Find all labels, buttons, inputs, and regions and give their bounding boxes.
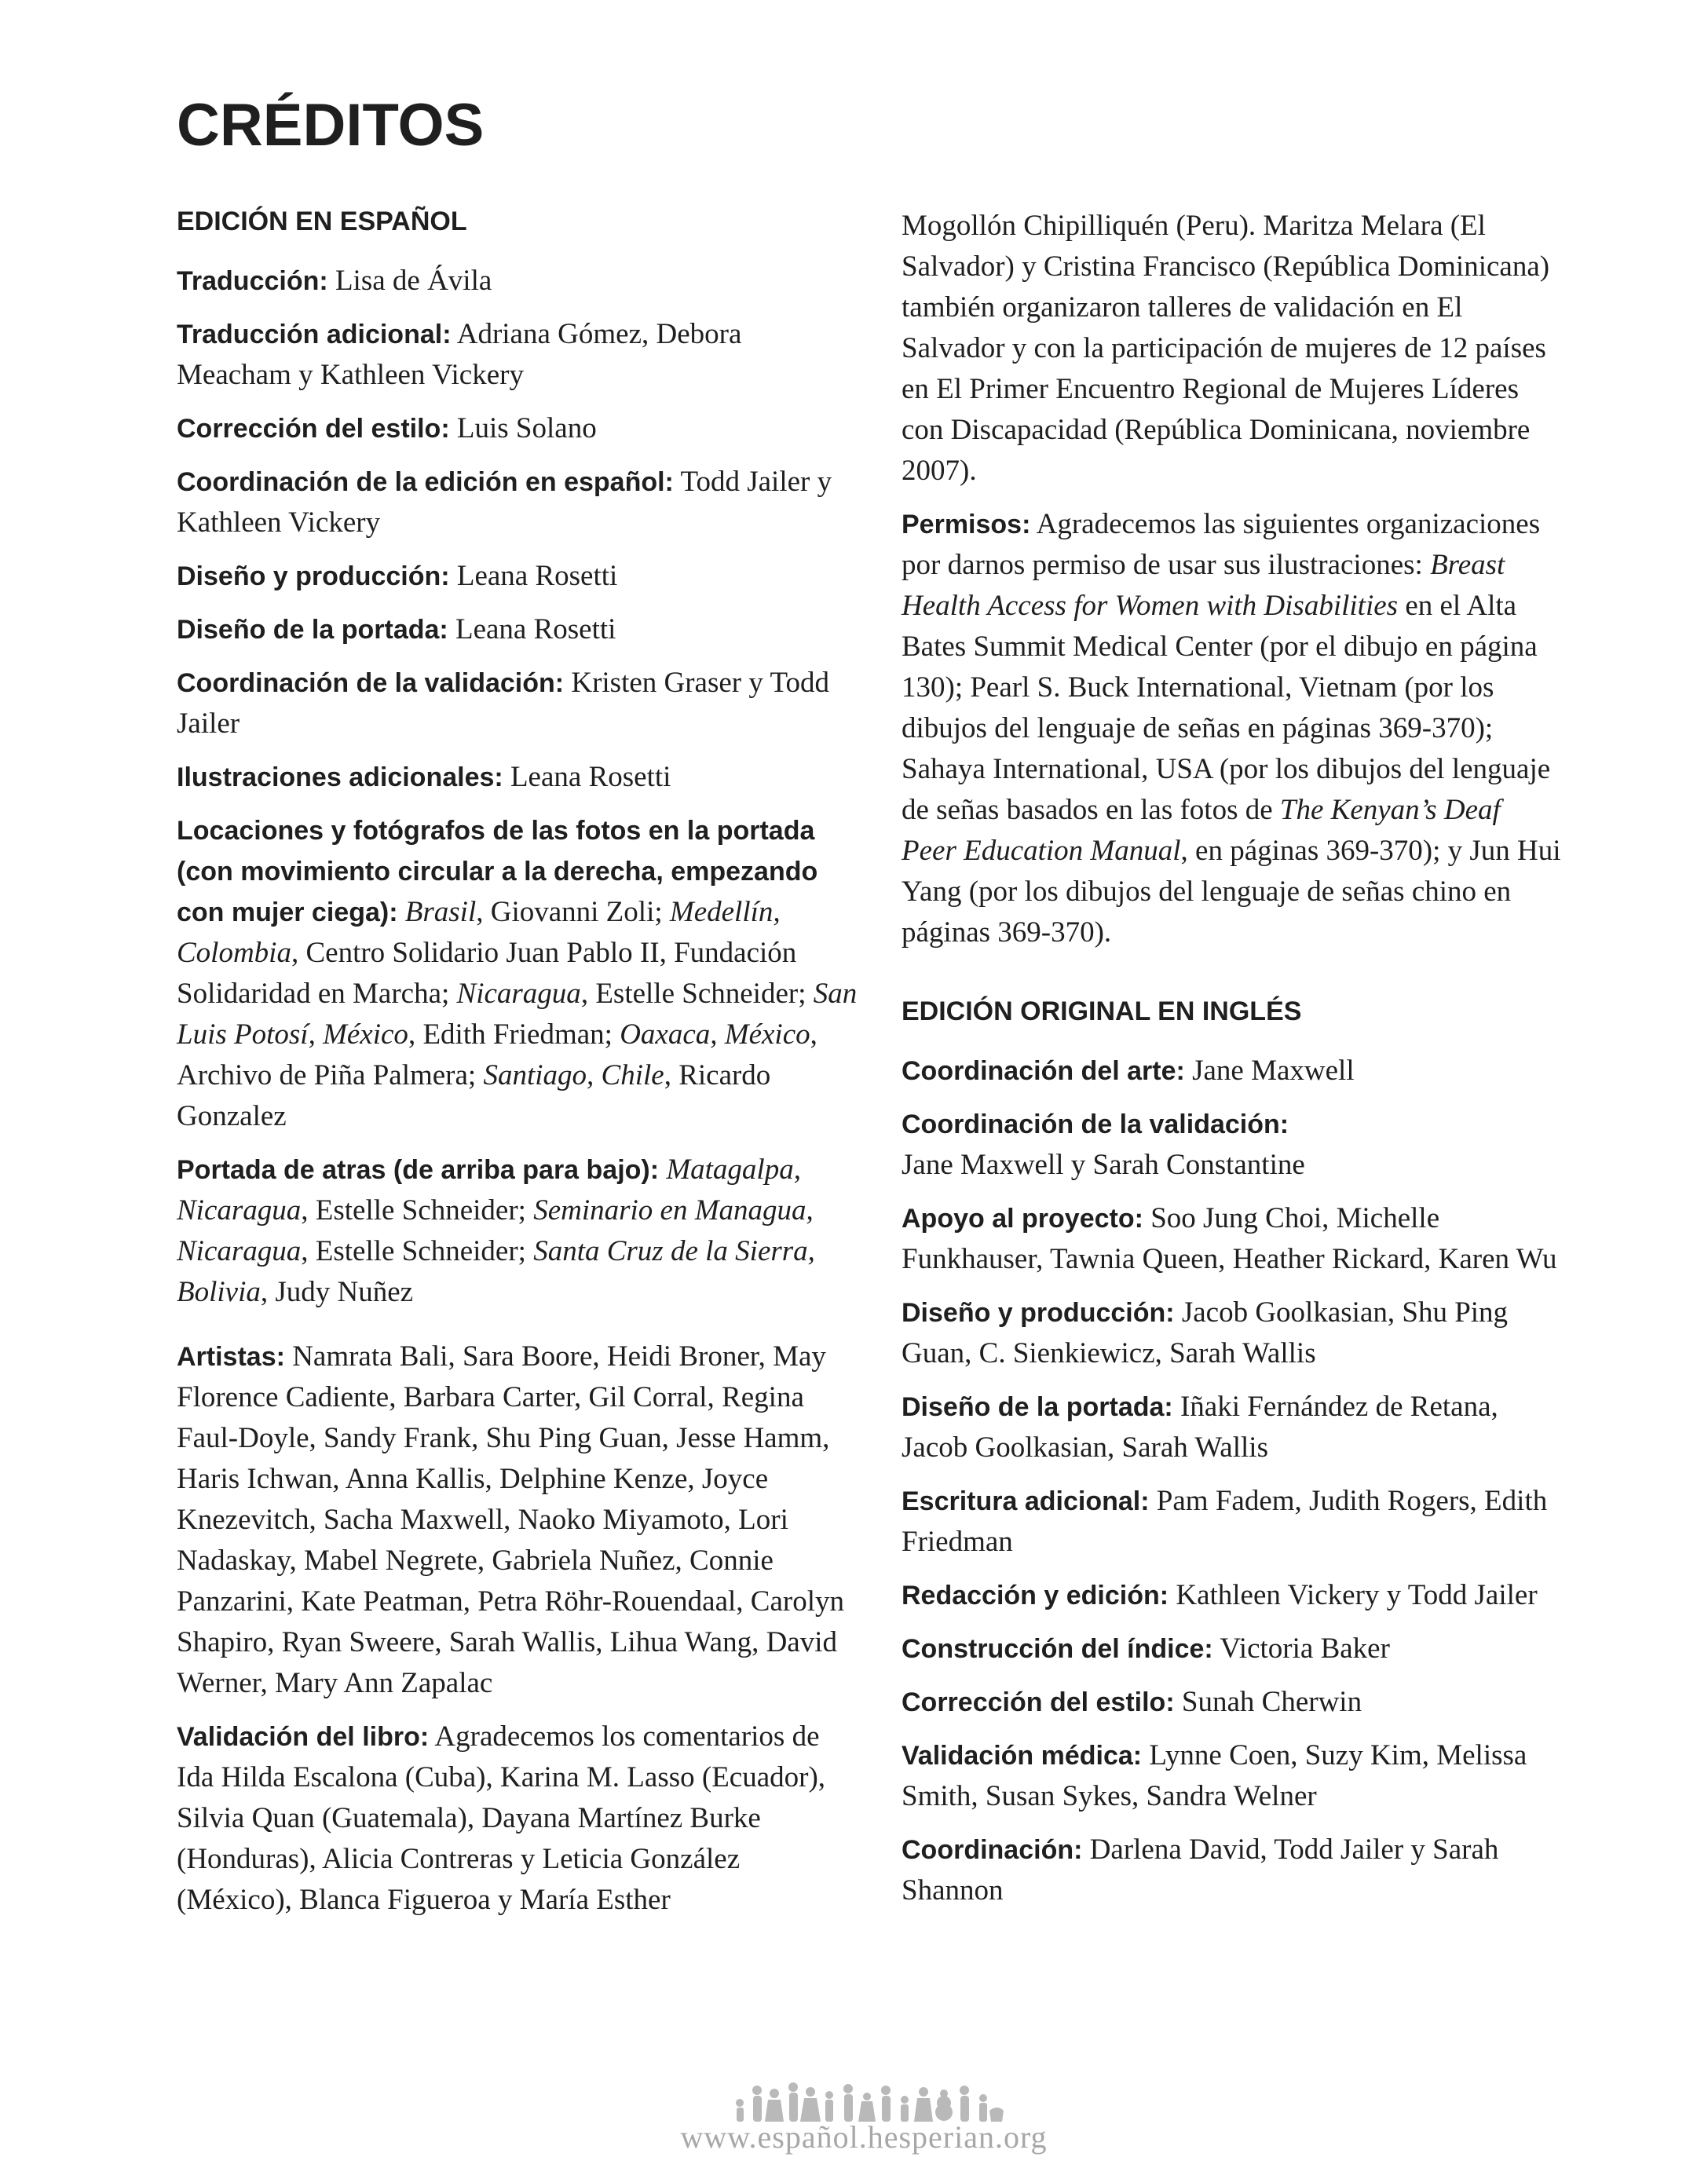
- credit-text: , Ricardo Gonzalez: [177, 1059, 771, 1132]
- credit-text: , Giovanni Zoli;: [476, 896, 670, 928]
- credit-value: Jane Maxwell: [1192, 1055, 1355, 1087]
- credit-text: , Centro Solidario Juan Pablo II, Fundación Solidaridad en Marcha;: [177, 937, 797, 1010]
- credit-value: Darlena David, Todd Jailer y Sarah Shannon: [902, 1834, 1499, 1907]
- credit-value: Soo Jung Choi, Michelle Funkhauser, Tawnia Queen, Heather Rickard, Karen Wu: [902, 1202, 1557, 1275]
- validacion-continuation: Mogollón Chipilliquén (Peru). Maritza Melara (El Salvador) y Cristina Francisco (República Dominicana) también organizaron talleres de validación en El Salvador y con la participación de mujeres de 12 países en El Primer Encuentro Regional de Mujeres Líderes con Discapacidad (República Dominicana, noviembre 2007).: [902, 210, 1550, 487]
- credit-value: Adriana Gómez, Debora Meacham y Kathleen Vickery: [177, 318, 742, 391]
- credit-coordinacion-validacion: [177, 663, 860, 744]
- credit-label: Coordinación:: [902, 1835, 1083, 1865]
- credit-locaciones: [177, 810, 860, 1137]
- place-text: Medellín, Colombia: [177, 896, 781, 969]
- credit-label: Diseño y producción:: [902, 1298, 1175, 1328]
- credit-value: Iñaki Fernández de Retana, Jacob Goolkasian, Sarah Wallis: [902, 1391, 1498, 1464]
- credit-label: Artistas:: [177, 1342, 285, 1372]
- credit-label: Validación médica:: [902, 1741, 1143, 1771]
- credit-label: Escritura adicional:: [902, 1486, 1150, 1516]
- credit-text: , Estelle Schneider;: [301, 1235, 534, 1267]
- place-text: Seminario en Managua, Nicaragua: [177, 1194, 814, 1267]
- credit-traduccion: [177, 261, 860, 302]
- credit-text: Agradecemos las siguientes organizaciones por darnos permiso de usar sus ilustraciones:: [902, 508, 1541, 581]
- credit-ilustraciones-adicionales: [177, 757, 860, 798]
- credit-value: Jacob Goolkasian, Shu Ping Guan, C. Sienkiewicz, Sarah Wallis: [902, 1296, 1509, 1369]
- credit-validacion-medica: [902, 1735, 1561, 1817]
- credit-value: Pam Fadem, Judith Rogers, Edith Friedman: [902, 1485, 1548, 1558]
- credit-escritura: [902, 1481, 1561, 1563]
- right-column: [902, 206, 1561, 1924]
- spanish-edition-heading: EDICIÓN EN ESPAÑOL: [177, 207, 467, 236]
- left-column: [177, 206, 860, 1933]
- credit-label: Apoyo al proyecto:: [902, 1204, 1143, 1234]
- credit-diseno-produccion: [177, 556, 860, 597]
- place-text: Santiago, Chile: [483, 1059, 664, 1091]
- title-text: The Kenyan’s Deaf Peer Education Manual: [902, 794, 1501, 867]
- credit-validacion-libro: [177, 1717, 860, 1921]
- credit-text: , Edith Friedman;: [408, 1018, 620, 1051]
- credit-correccion-en: [902, 1682, 1561, 1723]
- credit-coordinacion-arte: [902, 1051, 1561, 1091]
- credit-value: Luis Solano: [456, 412, 597, 444]
- credit-label: Coordinación de la validación:: [177, 668, 565, 698]
- credit-label: Coordinación de la edición en español:: [177, 467, 674, 497]
- credit-text: , Archivo de Piña Palmera;: [177, 1018, 817, 1091]
- place-text: Nicaragua: [456, 978, 581, 1010]
- credit-label: Corrección del estilo:: [902, 1687, 1175, 1717]
- credit-label: Diseño y producción:: [177, 561, 450, 591]
- credit-permisos: [902, 504, 1561, 953]
- credit-label: Coordinación del arte:: [902, 1056, 1185, 1086]
- credit-label: Diseño de la portada:: [902, 1392, 1173, 1422]
- credit-label: Coordinación de la validación:: [902, 1110, 1289, 1139]
- credit-value: Victoria Baker: [1220, 1632, 1390, 1665]
- credit-text: en el Alta Bates Summit Medical Center (por el dibujo en página 130); Pearl S. Buck International, Vietnam (por los dibujos del lenguaje de señas en páginas 369-370); Sahaya International, USA (por los dibujos del lenguaje de señas basados en las fotos de: [902, 590, 1551, 826]
- credit-correccion-estilo: [177, 408, 860, 449]
- credit-text: , Judy Nuñez: [260, 1276, 414, 1308]
- credit-coordinacion-validacion-en: [902, 1104, 1561, 1186]
- title-text: Breast Health Access for Women with Disabilities: [902, 549, 1505, 622]
- credit-value: Kristen Graser y Todd Jailer: [177, 667, 829, 740]
- credit-value: Leana Rosetti: [510, 761, 671, 793]
- credit-label: Diseño de la portada:: [177, 615, 448, 645]
- credit-indice: [902, 1629, 1561, 1669]
- credit-label: Redacción y edición:: [902, 1581, 1169, 1610]
- credit-label: Validación del libro:: [177, 1722, 430, 1752]
- credit-diseno-produccion-en: [902, 1292, 1561, 1374]
- credit-coordinacion-en: [902, 1830, 1561, 1911]
- credit-label: Ilustraciones adicionales:: [177, 762, 503, 792]
- credit-value: Lisa de Ávila: [335, 265, 492, 297]
- credit-traduccion-adicional: [177, 314, 860, 396]
- credit-redaccion: [902, 1575, 1561, 1616]
- credit-value: Jane Maxwell y Sarah Constantine: [902, 1149, 1305, 1181]
- credit-label: Locaciones y fotógrafos de las fotos en la portada (con movimiento circular a la derecha, empezando con mujer ciega):: [177, 816, 818, 927]
- page-title: CRÉDITOS: [177, 92, 485, 159]
- credit-value: Kathleen Vickery y Todd Jailer: [1176, 1579, 1538, 1611]
- credit-value: Todd Jailer y Kathleen Vickery: [177, 466, 832, 539]
- credit-text: , Estelle Schneider;: [301, 1194, 534, 1227]
- place-text: Oaxaca, México: [620, 1018, 810, 1051]
- credit-apoyo: [902, 1198, 1561, 1280]
- credit-value: Namrata Bali, Sara Boore, Heidi Broner, May Florence Cadiente, Barbara Carter, Gil Corral, Regina Faul-Doyle, Sandy Frank, Shu Ping Guan, Jesse Hamm, Haris Ichwan, Anna Kallis, Delphine Kenze, Joyce Knezevitch, Sacha Maxwell, Naoko Miyamoto, Lori Nadaskay, Mabel Negrete, Gabriela Nuñez, Connie Panzarini, Kate Peatman, Petra Röhr-Rouendaal, Carolyn Shapiro, Ryan Sweere, Sarah Wallis, Lihua Wang, David Werner, Mary Ann Zapalac: [177, 1340, 845, 1699]
- credit-diseno-portada: [177, 609, 860, 650]
- credit-label: Traducción adicional:: [177, 320, 452, 349]
- credit-value: Agradecemos los comentarios de Ida Hilda Escalona (Cuba), Karina M. Lasso (Ecuador), Silvia Quan (Guatemala), Dayana Martínez Burke (Honduras), Alicia Contreras y Leticia González (México), Blanca Figueroa y María Esther: [177, 1720, 826, 1916]
- credit-artistas: [177, 1336, 860, 1704]
- english-edition-heading: EDICIÓN ORIGINAL EN INGLÉS: [902, 996, 1302, 1026]
- people-silhouettes-icon: [722, 2079, 1005, 2123]
- credit-coordinacion-edicion: [177, 462, 860, 543]
- credit-value: Leana Rosetti: [456, 560, 618, 592]
- credit-text: , en páginas 369-370); y Jun Hui Yang (por los dibujos del lenguaje de señas chino en páginas 369-370).: [902, 835, 1561, 949]
- place-text: Santa Cruz de la Sierra, Bolivia: [177, 1235, 815, 1308]
- credit-label: Construcción del índice:: [902, 1634, 1213, 1664]
- credit-label: Traducción:: [177, 266, 328, 296]
- credit-label: Corrección del estilo:: [177, 414, 450, 444]
- credit-label: Permisos:: [902, 510, 1031, 539]
- credit-diseno-portada-en: [902, 1387, 1561, 1468]
- credit-value: Leana Rosetti: [455, 613, 616, 645]
- credit-value: Sunah Cherwin: [1181, 1686, 1362, 1718]
- place-text: Brasil: [404, 896, 477, 928]
- place-text: San Luis Potosí, México: [177, 978, 858, 1051]
- credit-text: , Estelle Schneider;: [580, 978, 814, 1010]
- credit-portada-atras: [177, 1150, 860, 1313]
- footer-url[interactable]: www.español.hesperian.org: [680, 2119, 1048, 2155]
- place-text: Matagalpa, Nicaragua: [177, 1153, 801, 1227]
- credit-label: Portada de atras (de arriba para bajo):: [177, 1155, 660, 1185]
- credit-value: Lynne Coen, Suzy Kim, Melissa Smith, Susan Sykes, Sandra Welner: [902, 1739, 1527, 1812]
- footer: [664, 2079, 1064, 2155]
